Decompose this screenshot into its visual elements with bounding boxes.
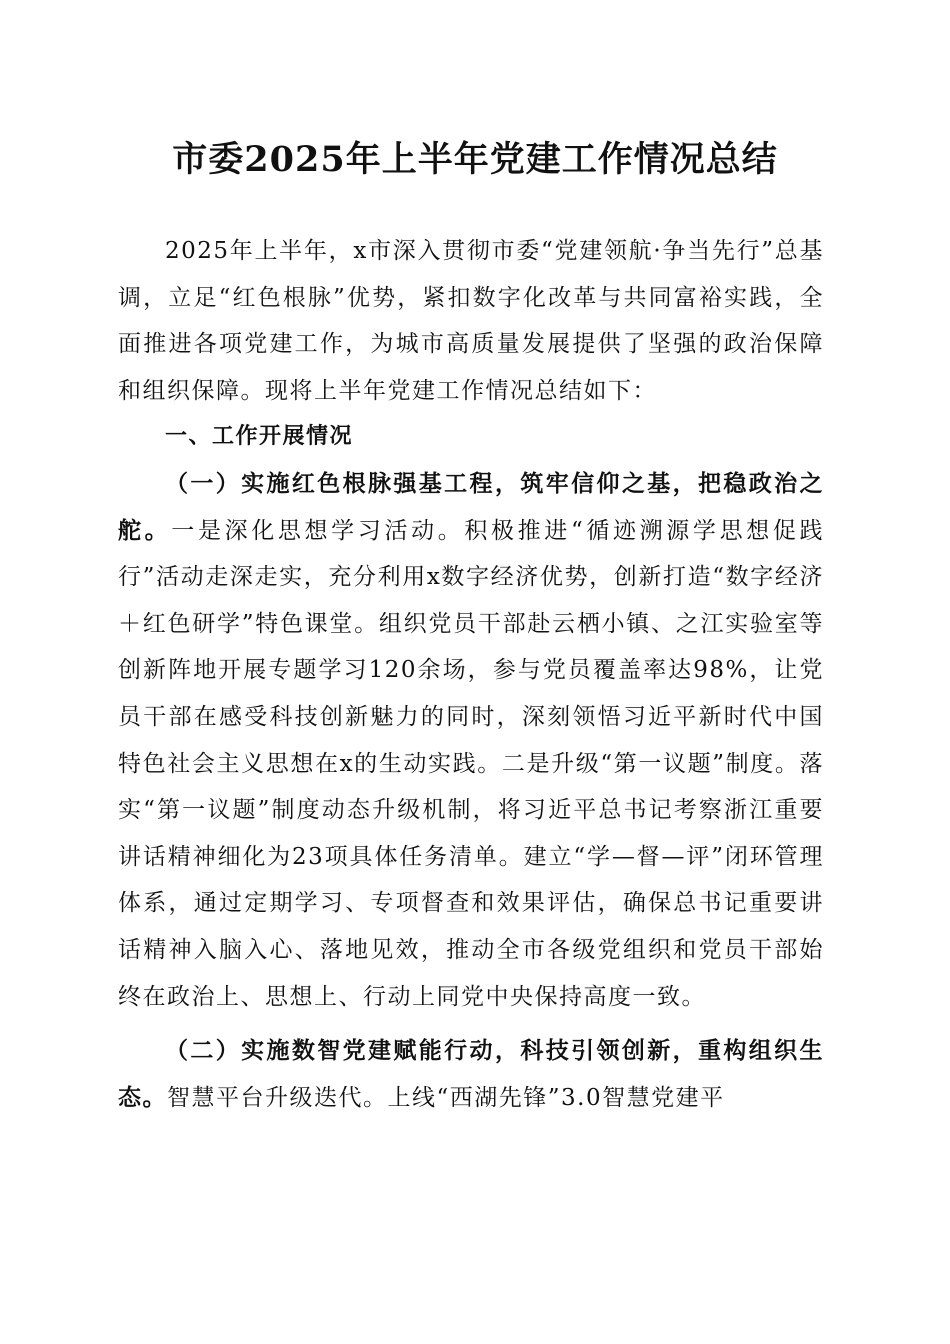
document-body xyxy=(118,228,824,1121)
document-title: 市委2025年上半年党建工作情况总结 xyxy=(172,139,778,180)
part-2-body: 智慧平台升级迭代。上线“西湖先锋”3.0智慧党建平 xyxy=(167,1084,725,1111)
part-1-heading: （一）实施红色根脉强基工程，筑牢信仰之基，把稳政治之舵。 xyxy=(118,469,824,544)
intro-paragraph: 2025年上半年，x市深入贯彻市委“党建领航·争当先行”总基调，立足“红色根脉”优势，紧扣数字化改革与共同富裕实践，全面推进各项党建工作，为城市高质量发展提供了坚强的政治保障和组织保障。现将上半年党建工作情况总结如下： xyxy=(118,238,824,404)
part-2-heading: （二）实施数智党建赋能行动，科技引领创新，重构组织生态。 xyxy=(118,1037,824,1111)
section-heading-1: 一、工作开展情况 xyxy=(165,424,354,450)
paragraph-part-2 xyxy=(118,1028,824,1121)
part-1-body: 一是深化思想学习活动。积极推进“循迹溯源学思想促践行”活动走深走实，充分利用x数字经济优势，创新打造“数字经济＋红色研学”特色课堂。组织党员干部赴云栖小镇、之江实验室等创新阵地开展专题学习120余场，参与党员覆盖率达98%，让党员干部在感受科技创新魅力的同时，深刻领悟习近平新时代中国特色社会主义思想在x的生动实践。二是升级“第一议题”制度。落实“第一议题”制度动态升级机制，将习近平总书记考察浙江重要讲话精神细化为23项具体任务清单。建立“学—督—评”闭环管理体系，通过定期学习、专项督查和效果评估，确保总书记重要讲话精神入脑入心、落地见效，推动全市各级党组织和党员干部始终在政治上、思想上、行动上同党中央保持高度一致。 xyxy=(118,517,825,1010)
paragraph-part-1 xyxy=(118,461,824,1020)
